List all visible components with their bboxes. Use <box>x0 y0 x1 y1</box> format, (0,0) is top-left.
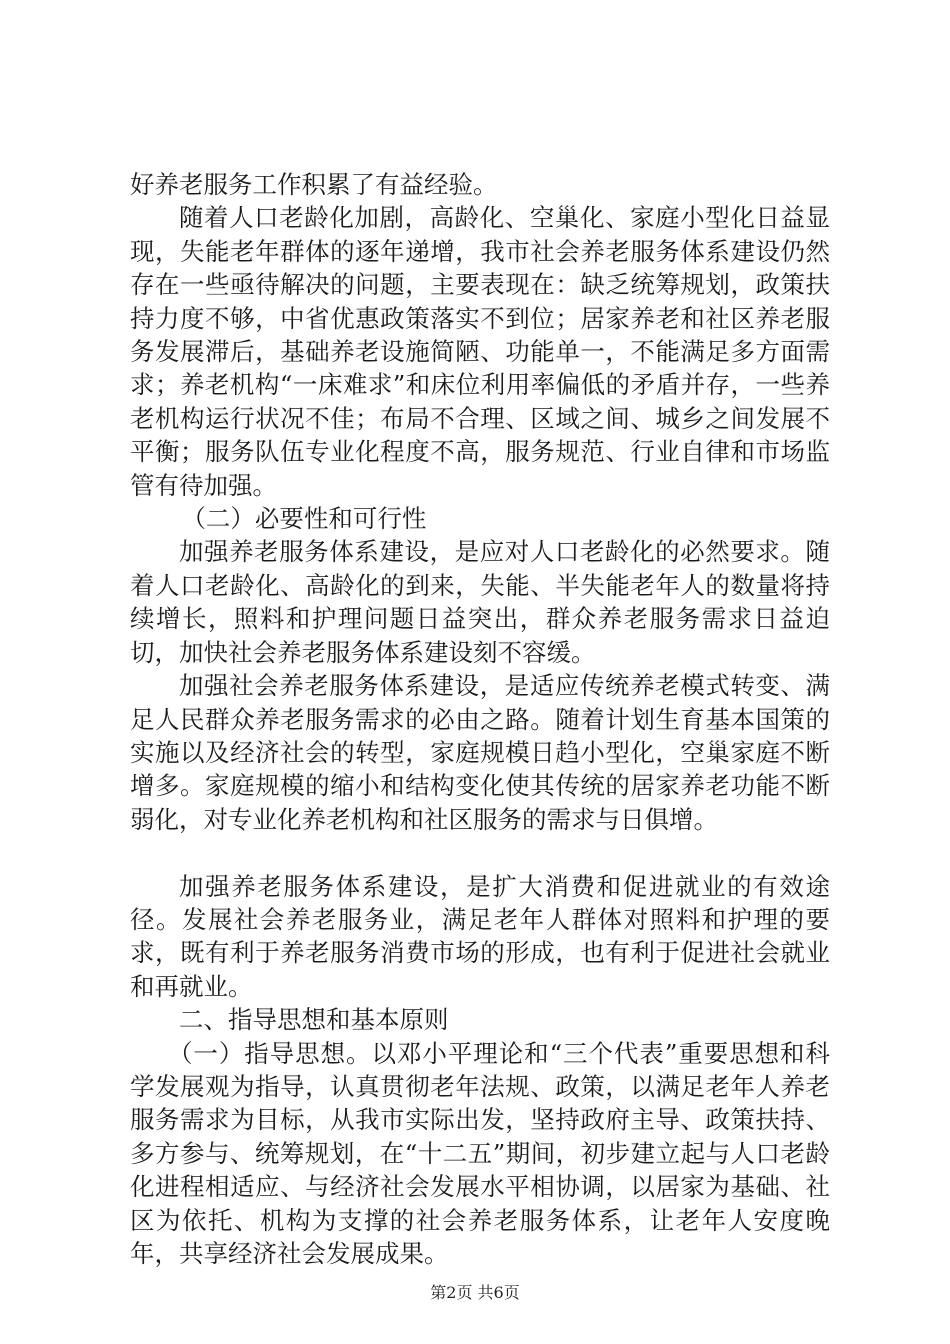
paragraph-consumption-employment: 加强养老服务体系建设，是扩大消费和促进就业的有效途径。发展社会养老服务业，满足老年人群体对照料和护理的要求，既有利于养老服务消费市场的形成，也有利于促进社会就业和再就业。 <box>130 871 830 1001</box>
paragraph-guiding-ideology: （一）指导思想。以邓小平理论和“三个代表”重要思想和科学发展观为指导，认真贯彻老年法规、政策，以满足老年人养老服务需求为目标，从我市实际出发，坚持政府主导、政策扶持、多方参与、统筹规划，在“十二五”期间，初步建立起与人口老龄化进程相适应、与经济社会发展水平相协调，以居家为基础、社区为依托、机构为支撑的社会养老服务体系，让老年人安度晚年，共享经济社会发展成果。 <box>130 1038 830 1268</box>
document-body <box>130 168 830 1270</box>
blank-line <box>130 836 830 869</box>
section-heading-necessity: （二）必要性和可行性 <box>181 504 427 534</box>
paragraph-continuation: 好养老服务工作积累了有益经验。 <box>130 170 498 199</box>
page-number: 第2页 共6页 <box>430 1283 520 1302</box>
paragraph-problems: 随着人口老龄化加剧，高龄化、空巢化、家庭小型化日益显现，失能老年群体的逐年递增，我市社会养老服务体系建设仍然存在一些亟待解决的问题，主要表现在：缺乏统筹规划，政策扶持力度不够，中省优惠政策落实不到位；居家养老和社区养老服务发展滞后，基础养老设施简陋、功能单一，不能满足多方面需求；养老机构“一床难求”和床位利用率偏低的矛盾并存，一些养老机构运行状况不佳；布局不合理、区域之间、城乡之间发展不平衡；服务队伍专业化程度不高，服务规范、行业自律和市场监管有待加强。 <box>130 203 830 500</box>
paragraph-pension-model: 加强社会养老服务体系建设，是适应传统养老模式转变、满足人民群众养老服务需求的必由之路。随着计划生育基本国策的实施以及经济社会的转型，家庭规模日趋小型化，空巢家庭不断增多。家庭规模的缩小和结构变化使其传统的居家养老功能不断弱化，对专业化养老机构和社区服务的需求与日俱增。 <box>130 671 830 834</box>
section-heading-guiding-principles: 二、指导思想和基本原则 <box>179 1005 449 1035</box>
paragraph-aging-requirement: 加强养老服务体系建设，是应对人口老龄化的必然要求。随着人口老龄化、高龄化的到来，失能、半失能老年人的数量将持续增长，照料和护理问题日益突出，群众养老服务需求日益迫切，加快社会养老服务体系建设刻不容缓。 <box>130 537 830 667</box>
